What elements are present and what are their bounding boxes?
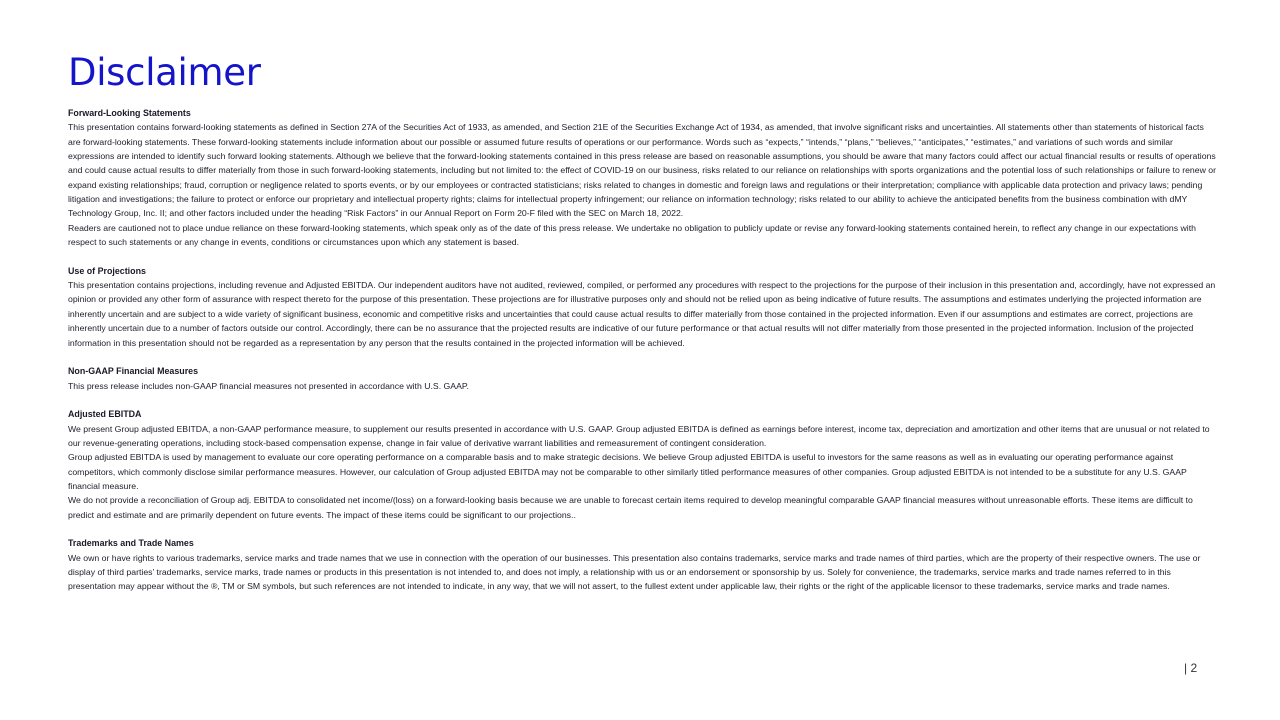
section-heading: Non-GAAP Financial Measures (68, 366, 199, 377)
section-use-of-projections (68, 264, 1216, 350)
paragraph: We own or have rights to various trademarks, service marks and trade names that we use in connection with the operation of our businesses. This presentation also contains trademarks, service marks and trade names of third parties, which are the property of their respective owners. The use or display of third parties’ trademarks, service marks, trade names or products in this presentation is not intended to, and does not imply, a relationship with us or an endorsement or sponsorship by us. Solely for convenience, the trademarks, service marks and trade names referred to in this presentation may appear without the ®, TM or SM symbols, but such references are not intended to indicate, in any way, that we will not assert, to the fullest extent under applicable law, their rights or the right of the applicable licensor to these trademarks, service marks and trade names. (68, 552, 1201, 592)
section-heading: Trademarks and Trade Names (68, 538, 194, 549)
paragraph: We do not provide a reconciliation of Group adj. EBITDA to consolidated net income/(loss) on a forward-looking basis because we are unable to forecast certain items required to develop meaningful comparable GAAP financial measures without unreasonable efforts. These items are difficult to predict and estimate and are primarily dependent on future events. The impact of these items could be significant to our projections.. (68, 495, 1193, 520)
page-number: | 2 (1184, 661, 1198, 675)
section-non-gaap-financial-measures (68, 364, 1216, 393)
paragraph: Group adjusted EBITDA is used by management to evaluate our core operating performance on a comparable basis and to make strategic decisions. We believe Group adjusted EBITDA is useful to investors for the same reasons as well as in evaluating our operating performance against competitors, which commonly disclose similar performance measures. However, our calculation of Group adjusted EBITDA may not be comparable to other similarly titled performance measures of other companies. Group adjusted EBITDA is not intended to be a substitute for any U.S. GAAP financial measure. (68, 452, 1187, 491)
section-adjusted-ebitda (68, 407, 1216, 522)
paragraph: This presentation contains projections, including revenue and Adjusted EBITDA. Our independent auditors have not audited, reviewed, compiled, or performed any procedures with respect to the projections for the purpose of their inclusion in this presentation and, accordingly, have not expressed an opinion or provided any other form of assurance with respect thereto for the purpose of this presentation. These projections are for illustrative purposes only and should not be relied upon as being indicative of future results. The assumptions and estimates underlying the projected information are inherently uncertain and are subject to a wide variety of significant business, economic and competitive risks and uncertainties that could cause actual results to differ materially from those contained in the projected information. Even if our assumptions and estimates are correct, projections are inherently uncertain due to a number of factors outside our control. Accordingly, there can be no assurance that the projected results are indicative of our future performance or that actual results will not differ materially from those presented in the projected information. Inclusion of the projected information in this presentation should not be regarded as a representation by any person that the results contained in the projected information will be achieved. (68, 280, 1216, 348)
section-heading: Adjusted EBITDA (68, 409, 142, 420)
section-heading: Use of Projections (68, 265, 146, 276)
section-trademarks-and-trade-names (68, 536, 1216, 593)
paragraph: Readers are cautioned not to place undue reliance on these forward-looking statements, which speak only as of the date of this press release. We undertake no obligation to publicly update or revise any forward-looking statements contained herein, to reflect any change in our expectations with respect to such statements or any change in events, conditions or circumstances upon which any statement is based. (68, 222, 1196, 248)
section-forward-looking-statements (68, 106, 1216, 249)
paragraph: We present Group adjusted EBITDA, a non-GAAP performance measure, to supplement our results presented in accordance with U.S. GAAP. Group adjusted EBITDA is defined as earnings before interest, income tax, depreciation and amortization and other items that are unusual or not related to our revenue-generating operations, including stock-based compensation expense, change in fair value of derivative warrant liabilities and remeasurement of contingent consideration. (68, 423, 1210, 448)
section-heading: Forward-Looking Statements (68, 108, 191, 118)
paragraph: This press release includes non-GAAP financial measures not presented in accordance with U.S. GAAP. (68, 380, 469, 391)
page-title: Disclaimer (68, 51, 261, 94)
paragraph: This presentation contains forward-looking statements as defined in Section 27A of the Securities Act of 1933, as amended, and Section 21E of the Securities Exchange Act of 1934, as amended, that involve significant risks and uncertainties. All statements other than statements of historical facts are forward-looking statements. These forward-looking statements include information about our possible or assumed future results of operations or our performance. Words such as “expects,” “intends,” “plans,” “believes,” “anticipates,” “estimates,” and variations of such words and similar expressions are intended to identify such forward looking statements. Although we believe that the forward-looking statements contained in this press release are based on reasonable assumptions, you should be aware that many factors could affect our actual financial results or results of operations and could cause actual results to differ materially from those in such forward-looking statements, including but not limited to: the effect of COVID-19 on our business, risks related to our reliance on relationships with sports organizations and the potential loss of such relationships or failure to renew or expand existing relationships; fraud, corruption or negligence related to sports events, or by our employees or contracted statisticians; risks related to changes in domestic and foreign laws and regulations or their interpretation; compliance with applicable data protection and privacy laws; pending litigation and investigations; the failure to protect or enforce our proprietary and intellectual property rights; claims for intellectual property infringement; our reliance on information technology; risks related to our ability to achieve the anticipated benefits from the business combination with dMY Technology Group, Inc. II; and other factors included under the heading “Risk Factors” in our Annual Report on Form 20-F filed with the SEC on March 18, 2022. (68, 122, 1216, 219)
disclaimer-body (68, 106, 1216, 594)
